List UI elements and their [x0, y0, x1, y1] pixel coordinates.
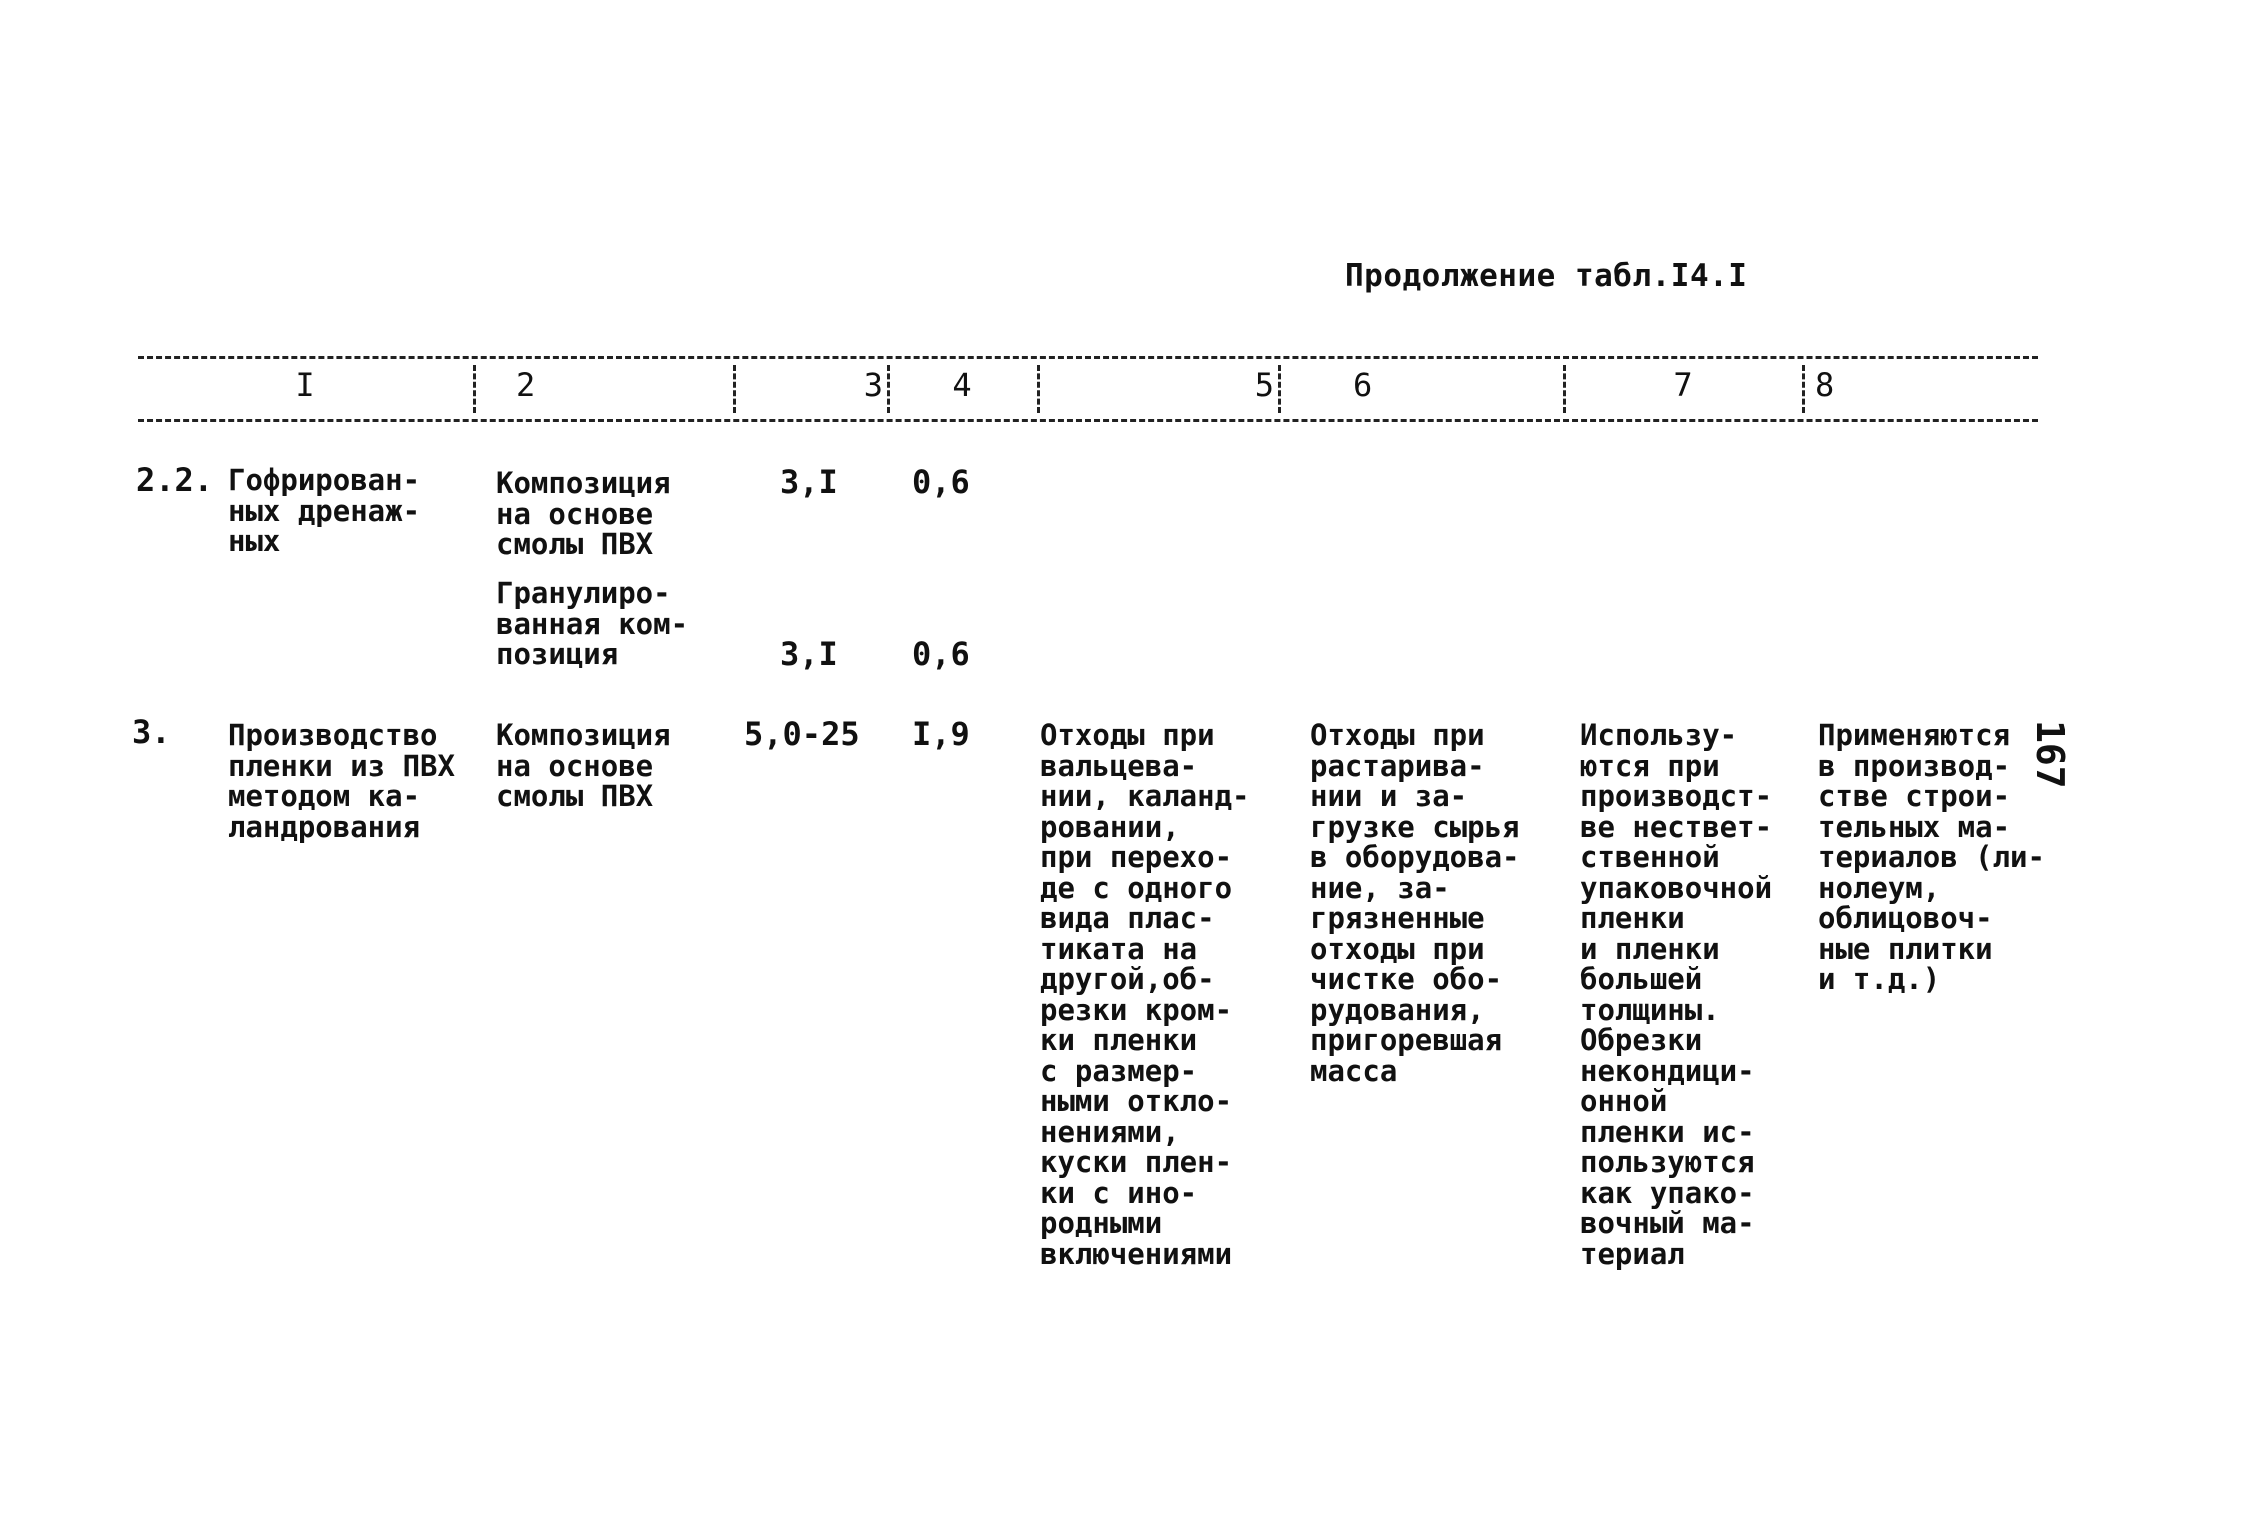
row-col6-text: Отходы при растарива- нии и за- грузке сырья в оборудова- ние, за- грязненные отходы при чистке обо- рудования, пригоревшая масса	[1310, 718, 1520, 1088]
row-col4-value: 0,6	[912, 635, 970, 673]
row-name: Производство пленки из ПВХ методом ка- ландрования	[228, 718, 455, 844]
column-number-3: 3	[863, 366, 883, 404]
row-name: Гофрирован- ных дренаж- ных	[228, 463, 421, 558]
row-col4-value: I,9	[912, 715, 970, 753]
column-number-5: 5	[1254, 366, 1274, 404]
row-col8-text: Применяются в производ- стве строи- тельных ма- териалов (ли- нолеум, облицовоч- ные плитки и т.д.)	[1818, 718, 2045, 996]
column-number-6: 6	[1353, 366, 1373, 404]
header-top-rule	[138, 356, 2038, 359]
column-number-7: 7	[1673, 366, 1693, 404]
row-col3-value: 3,I	[780, 635, 838, 673]
row-col3-value: 3,I	[780, 463, 838, 501]
page-number: 167	[2028, 720, 2072, 789]
column-separator	[733, 365, 736, 413]
column-separator	[1563, 365, 1566, 413]
row-col3-value: 5,0-25	[744, 715, 860, 753]
column-number-2: 2	[516, 366, 536, 404]
row-material: Композиция на основе смолы ПВХ	[496, 718, 671, 813]
row-col4-value: 0,6	[912, 463, 970, 501]
row-id: 2.2.	[136, 461, 214, 499]
column-number-8: 8	[1815, 366, 1835, 404]
row-material: Композиция на основе смолы ПВХ	[496, 466, 671, 561]
row-col5-text: Отходы при вальцева- нии, каланд- ровании, при перехо- де с одного вида плас- тиката на другой,об- резки кром- ки пленки с размер- ными откло- нениями, куски плен- ки с ино- родными включениями	[1040, 718, 1250, 1271]
row-material: Гранулиро- ванная ком- позиция	[496, 576, 689, 671]
column-separator	[1278, 365, 1281, 413]
row-col7-text: Использу- ются при производст- ве нествет- ственной упаковочной пленки и пленки большей толщины. Обрезки некондици- онной пленки ис- пользуются как упако- вочный ма- териал	[1580, 718, 1773, 1271]
row-id: 3.	[132, 713, 171, 751]
column-separator	[1802, 365, 1805, 413]
header-bottom-rule	[138, 419, 2038, 422]
column-separator	[1037, 365, 1040, 413]
column-number-1: I	[295, 366, 315, 404]
column-separator	[887, 365, 890, 413]
table-continuation-title: Продолжение табл.I4.I	[1345, 258, 1748, 294]
column-separator	[473, 365, 476, 413]
column-number-4: 4	[952, 366, 972, 404]
